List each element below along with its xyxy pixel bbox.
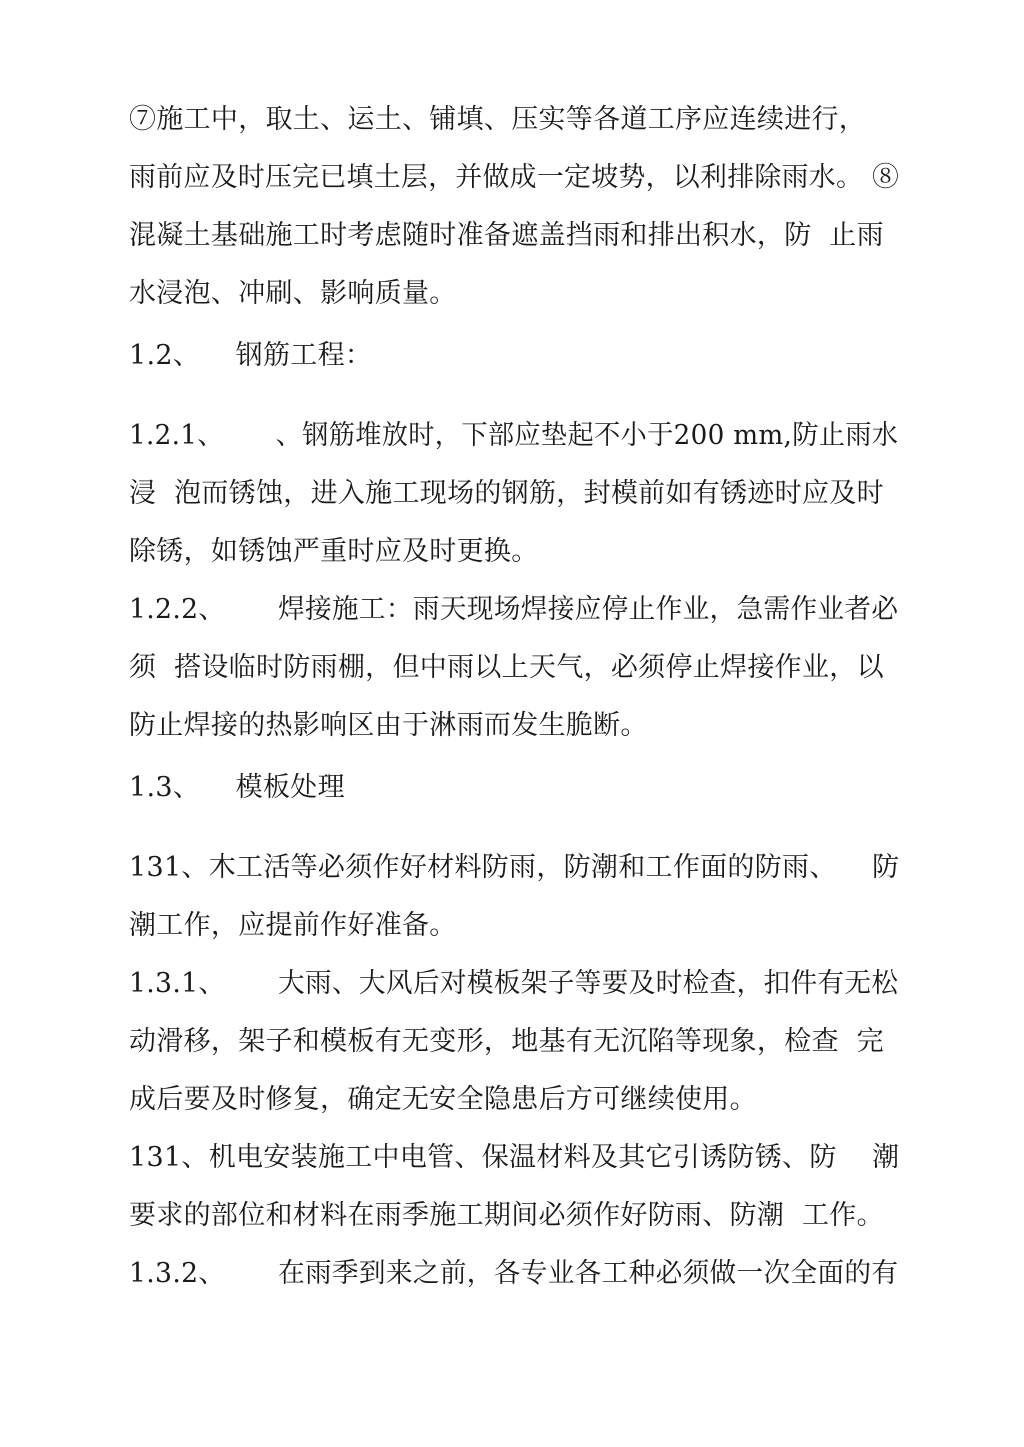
text-line: 动滑移，架子和模板有无变形，地基有无沉陷等现象，检查 完 — [129, 1026, 884, 1057]
text-line: 浸 泡而锈蚀，进入施工现场的钢筋，封模前如有锈迹时应及时 — [129, 478, 884, 509]
text-line: 除锈，如锈蚀严重时应及时更换。 — [129, 536, 539, 567]
text-line: 要求的部位和材料在雨季施工期间必须作好防雨、防潮 工作。 — [129, 1200, 884, 1231]
text-line: 水浸泡、冲刷、影响质量。 — [129, 278, 457, 309]
text-line: 须 搭设临时防雨棚，但中雨以上天气，必须停止焊接作业，以 — [129, 652, 884, 683]
text-line: ⑦施工中，取土、运土、铺填、压实等各道工序应连续进行， — [129, 104, 867, 135]
text-line: 成后要及时修复，确定无安全隐患后方可继续使用。 — [129, 1084, 757, 1115]
text-line: 131、木工活等必须作好材料防雨，防潮和工作面的防雨、 防 — [129, 852, 900, 883]
text-line: 潮工作，应提前作好准备。 — [129, 910, 457, 941]
section-heading: 1.3、 模板处理 — [129, 772, 345, 803]
text-line: 1.2.1、 、钢筋堆放时，下部应垫起不小于200 mm,防止雨水 — [129, 420, 899, 451]
text-line: 防止焊接的热影响区由于淋雨而发生脆断。 — [129, 710, 648, 741]
text-line: 1.2.2、 焊接施工：雨天现场焊接应停止作业，急需作业者必 — [129, 594, 899, 625]
text-line: 1.3.1、 大雨、大风后对模板架子等要及时检查，扣件有无松 — [129, 968, 899, 999]
section-heading: 1.2、 钢筋工程： — [129, 340, 373, 371]
text-line: 131、机电安装施工中电管、保温材料及其它引诱防锈、防 潮 — [129, 1142, 900, 1173]
text-line: 混凝土基础施工时考虑随时准备遮盖挡雨和排出积水，防 止雨 — [129, 220, 884, 251]
text-line: 雨前应及时压完已填土层，并做成一定坡势，以利排除雨水。 ⑧ — [129, 162, 900, 193]
text-line: 1.3.2、 在雨季到来之前，各专业各工种必须做一次全面的有 — [129, 1258, 899, 1289]
